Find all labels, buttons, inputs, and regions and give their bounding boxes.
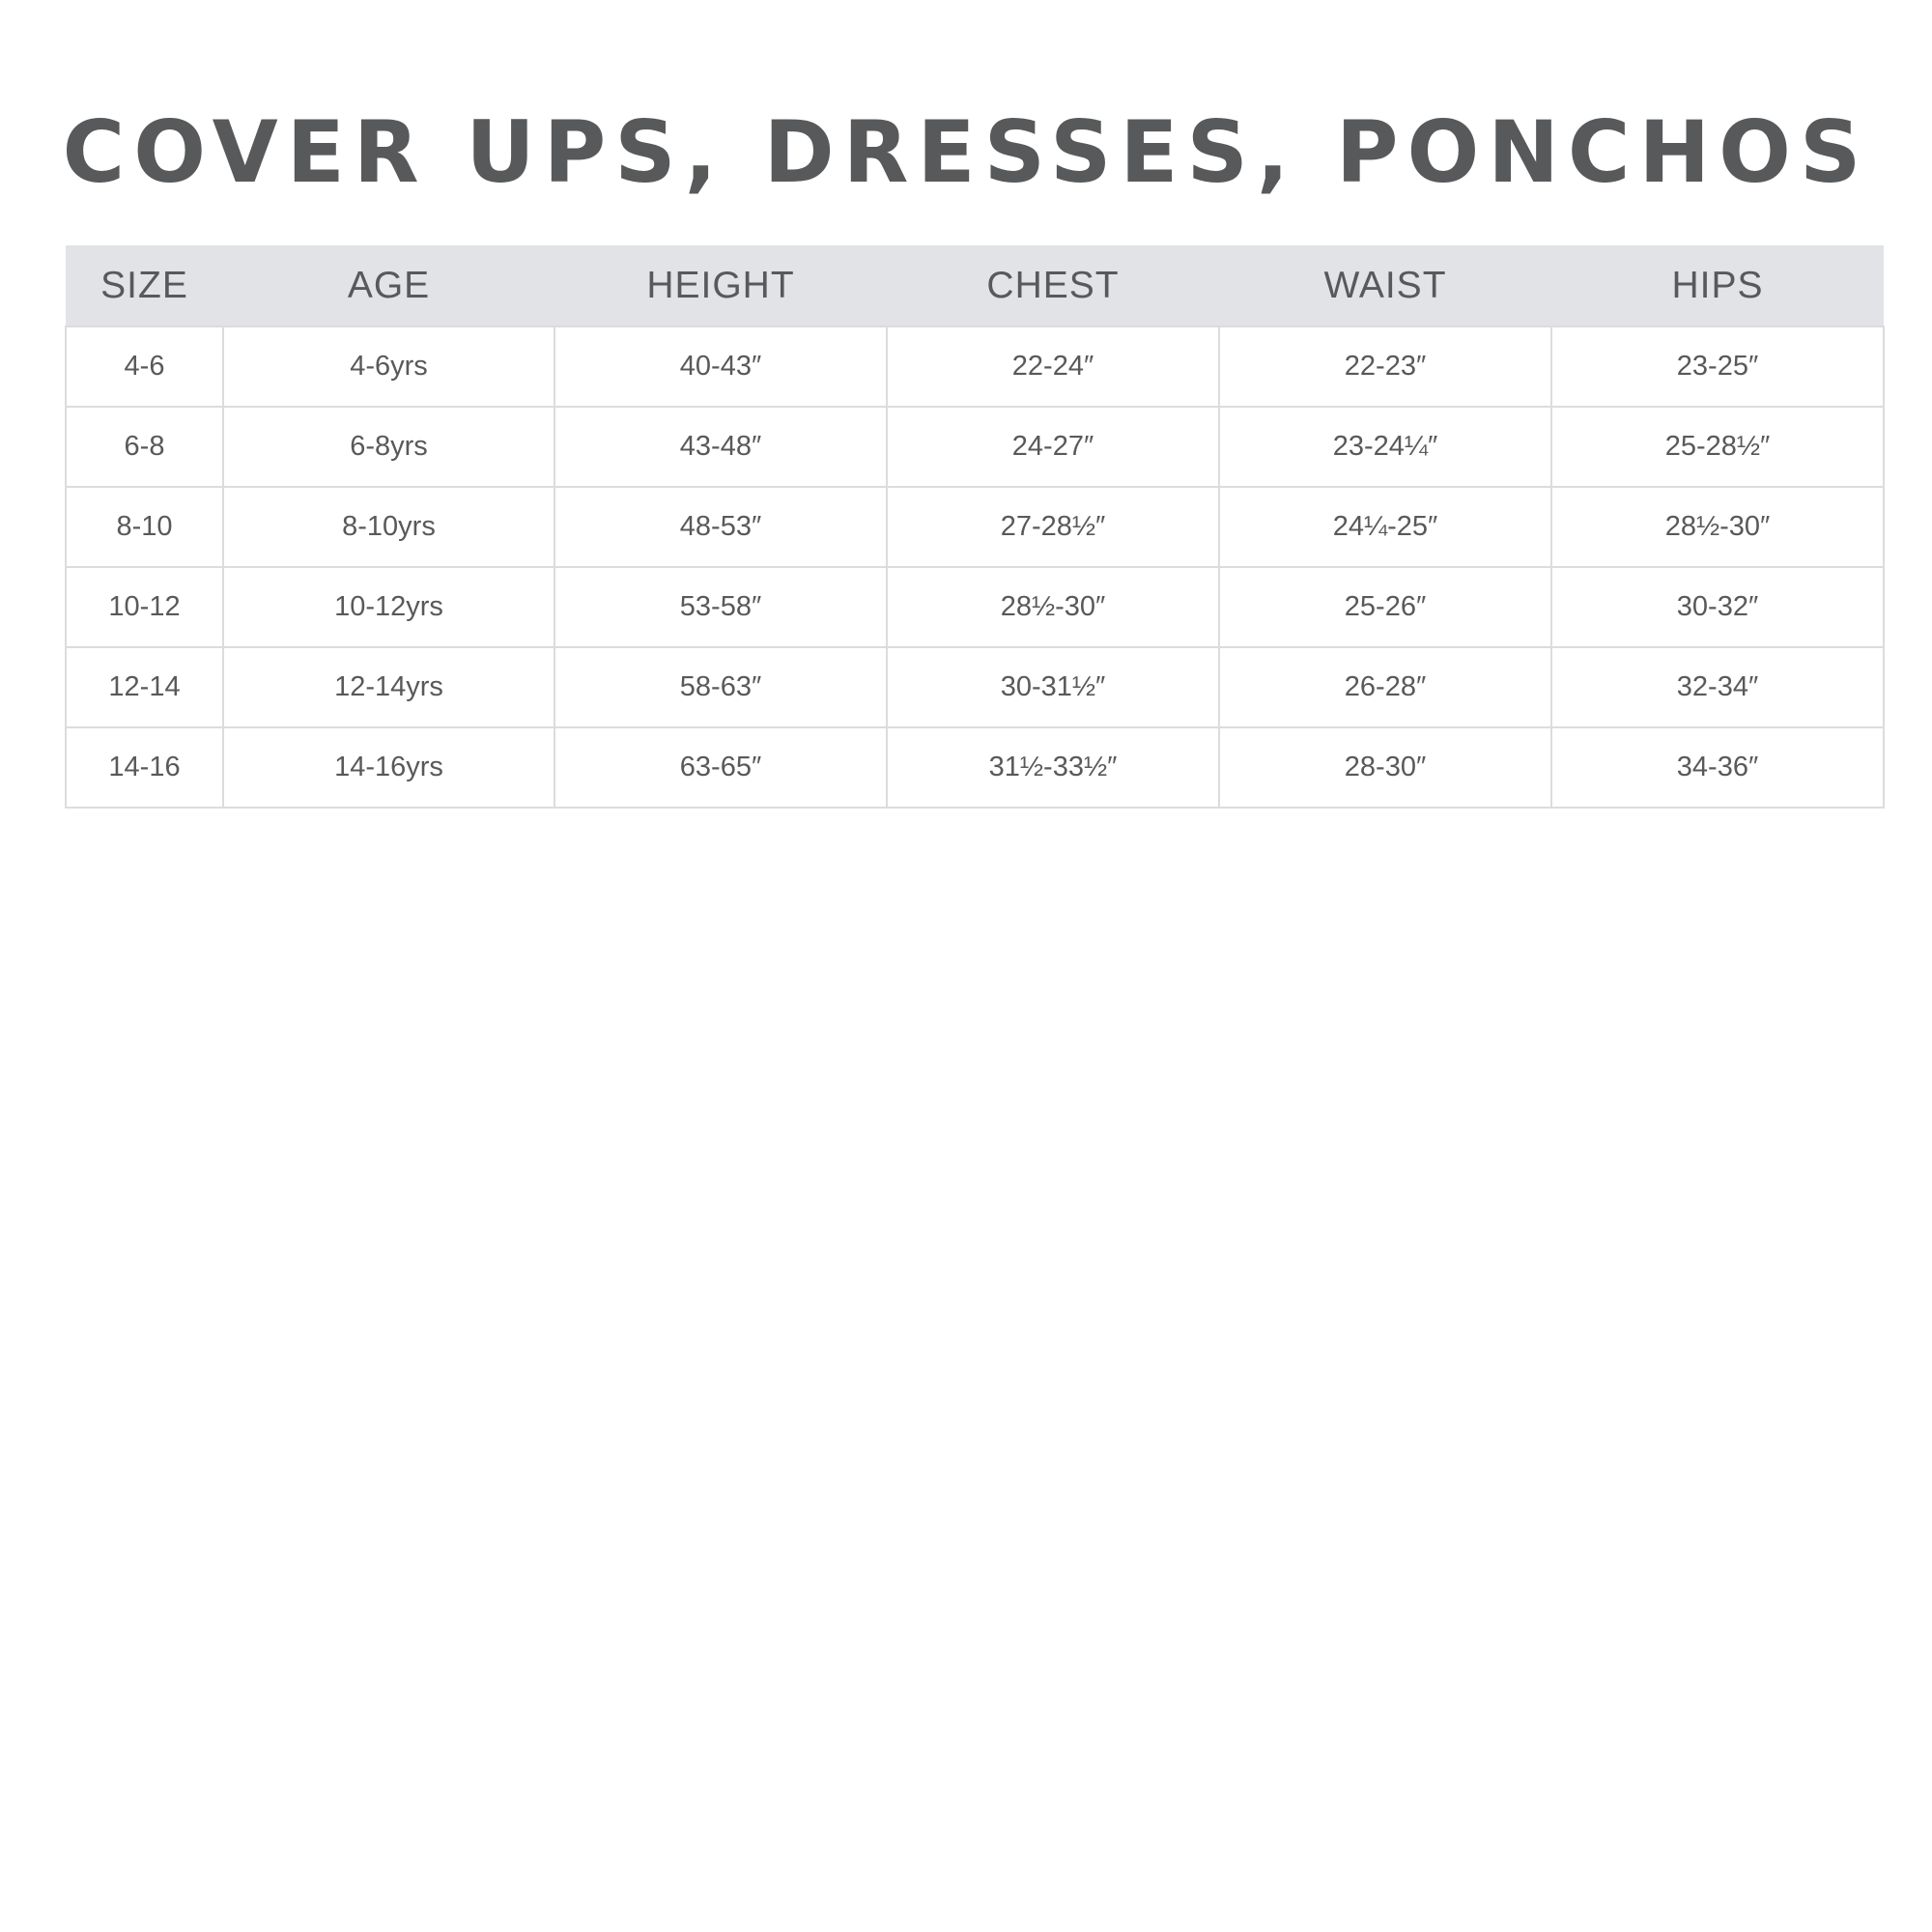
cell-chest: 24-27″: [887, 407, 1219, 487]
cell-age: 12-14yrs: [223, 647, 554, 727]
cell-hips: 34-36″: [1551, 727, 1884, 808]
table-row: [66, 567, 1884, 647]
table-row: [66, 407, 1884, 487]
cell-hips: 25-28½″: [1551, 407, 1884, 487]
cell-chest: 22-24″: [887, 327, 1219, 407]
cell-size: 4-6: [66, 327, 223, 407]
cell-height: 43-48″: [554, 407, 887, 487]
cell-waist: 26-28″: [1219, 647, 1551, 727]
cell-age: 4-6yrs: [223, 327, 554, 407]
cell-chest: 27-28½″: [887, 487, 1219, 567]
table-row: [66, 487, 1884, 567]
cell-height: 58-63″: [554, 647, 887, 727]
table-row: [66, 327, 1884, 407]
cell-waist: 22-23″: [1219, 327, 1551, 407]
cell-age: 8-10yrs: [223, 487, 554, 567]
table-row: [66, 647, 1884, 727]
cell-chest: 30-31½″: [887, 647, 1219, 727]
cell-hips: 30-32″: [1551, 567, 1884, 647]
cell-size: 6-8: [66, 407, 223, 487]
table-row: [66, 727, 1884, 808]
column-header-waist: WAIST: [1323, 264, 1447, 306]
column-header-chest: CHEST: [986, 264, 1120, 306]
cell-size: 10-12: [66, 567, 223, 647]
page-title: COVER UPS, DRESSES, PONCHOS: [62, 102, 1870, 202]
cell-waist: 28-30″: [1219, 727, 1551, 808]
cell-chest: 31½-33½″: [887, 727, 1219, 808]
cell-age: 14-16yrs: [223, 727, 554, 808]
column-header-height: HEIGHT: [646, 264, 795, 306]
cell-size: 14-16: [66, 727, 223, 808]
column-header-hips: HIPS: [1671, 264, 1764, 306]
cell-waist: 23-24¼″: [1219, 407, 1551, 487]
cell-height: 48-53″: [554, 487, 887, 567]
cell-waist: 25-26″: [1219, 567, 1551, 647]
cell-size: 12-14: [66, 647, 223, 727]
column-header-size: SIZE: [100, 264, 188, 306]
cell-hips: 23-25″: [1551, 327, 1884, 407]
column-header-age: AGE: [347, 264, 431, 306]
cell-size: 8-10: [66, 487, 223, 567]
cell-hips: 28½-30″: [1551, 487, 1884, 567]
cell-chest: 28½-30″: [887, 567, 1219, 647]
cell-waist: 24¼-25″: [1219, 487, 1551, 567]
cell-age: 10-12yrs: [223, 567, 554, 647]
cell-height: 40-43″: [554, 327, 887, 407]
cell-age: 6-8yrs: [223, 407, 554, 487]
cell-height: 63-65″: [554, 727, 887, 808]
size-chart-table: [65, 245, 1885, 809]
table-header-row: [66, 245, 1884, 327]
cell-hips: 32-34″: [1551, 647, 1884, 727]
cell-height: 53-58″: [554, 567, 887, 647]
